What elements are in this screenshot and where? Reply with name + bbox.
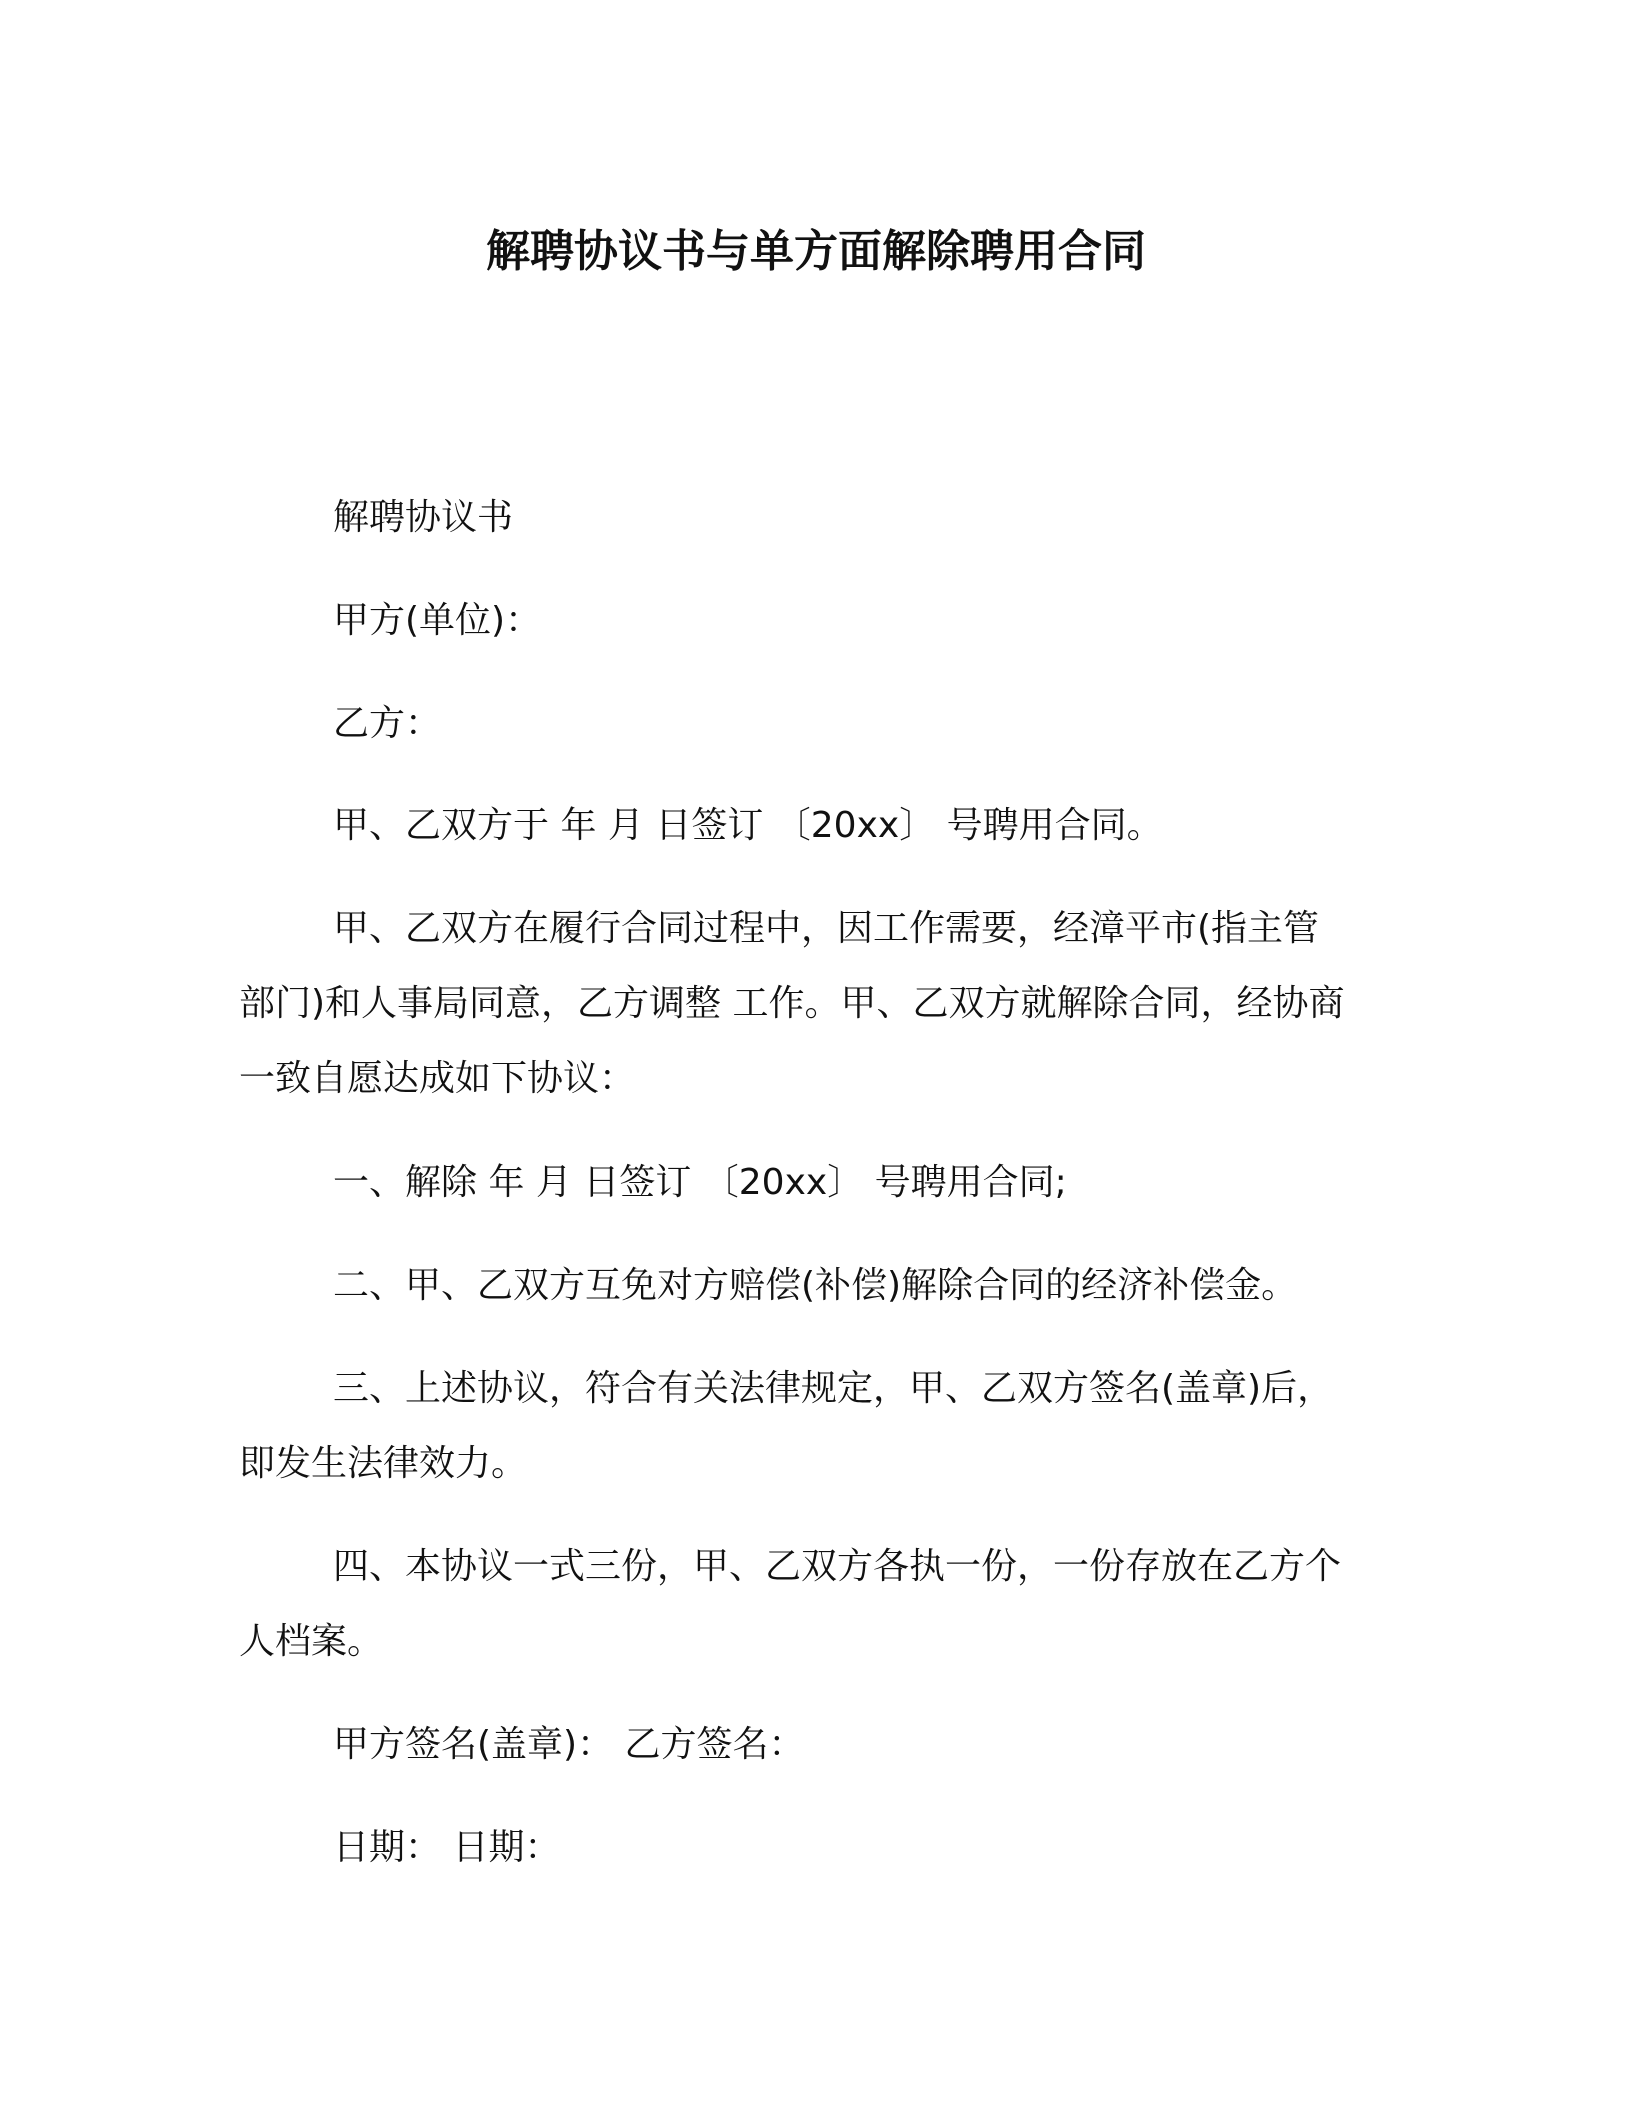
item-1: 一、解除 年 月 日签订 〔20xx〕 号聘用合同; [333, 1162, 1067, 1203]
paragraph-1-line-1: 甲、乙双方在履行合同过程中，因工作需要，经漳平市(指主管 [333, 908, 1320, 949]
party-a-label: 甲方(单位)： [333, 600, 542, 641]
intro-paragraph: 甲、乙双方于 年 月 日签订 〔20xx〕 号聘用合同。 [333, 805, 1163, 846]
signature-line: 甲方签名(盖章)： 乙方签名： [333, 1724, 805, 1765]
date-line: 日期： 日期： [333, 1827, 561, 1868]
item-3-line-2: 即发生法律效力。 [239, 1443, 528, 1484]
party-b-label: 乙方： [333, 703, 442, 744]
item-4-line-2: 人档案。 [239, 1621, 384, 1662]
item-4-line-1: 四、本协议一式三份，甲、乙双方各执一份，一份存放在乙方个 [333, 1546, 1342, 1587]
item-2: 二、甲、乙双方互免对方赔偿(补偿)解除合同的经济补偿金。 [333, 1265, 1298, 1306]
item-3-line-1: 三、上述协议，符合有关法律规定，甲、乙双方签名(盖章)后， [333, 1368, 1334, 1409]
document-title: 解聘协议书与单方面解除聘用合同 [486, 226, 1146, 277]
paragraph-1-line-2: 部门)和人事局同意，乙方调整 工作。甲、乙双方就解除合同，经协商 [239, 983, 1345, 1024]
paragraph-1-line-3: 一致自愿达成如下协议： [239, 1058, 636, 1099]
agreement-subtitle: 解聘协议书 [333, 497, 514, 538]
